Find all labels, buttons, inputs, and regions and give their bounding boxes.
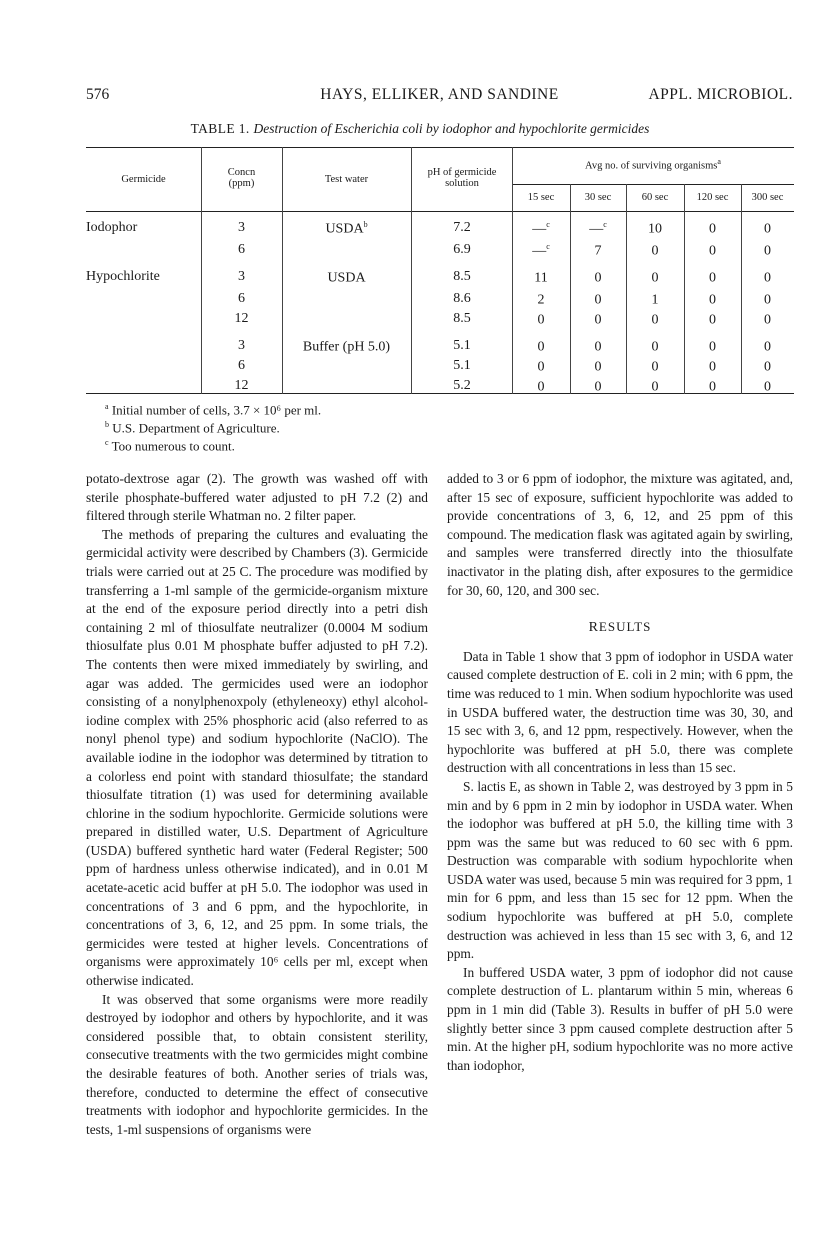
- survivor-count: 0: [651, 243, 659, 259]
- test-water-text: USDA: [325, 221, 364, 237]
- survivor-count: 0: [709, 339, 716, 355]
- survivor-count: 0: [764, 312, 771, 328]
- survivor-count: 1: [651, 292, 659, 308]
- survivor-count-cell: [626, 311, 684, 329]
- survivor-count-cell: [570, 291, 626, 309]
- survivor-count: 0: [709, 312, 716, 328]
- ph-cell: 8.5: [453, 311, 471, 326]
- survivor-count-cell: [684, 378, 741, 396]
- footnote-c-mark: c: [105, 438, 109, 447]
- survivor-count: 0: [651, 270, 659, 286]
- survivor-count: 10: [648, 221, 662, 237]
- survivor-count: 0: [709, 270, 716, 286]
- survivor-count-cell: [626, 220, 684, 238]
- survivor-count: 0: [651, 339, 659, 355]
- col-header-15s: 15 sec: [527, 192, 555, 203]
- survivor-count: 0: [651, 379, 659, 395]
- survivor-count-cell: [684, 338, 741, 356]
- table-top-rule: [86, 147, 794, 148]
- ph-cell: 8.5: [453, 269, 471, 284]
- survivor-count-cell: [626, 378, 684, 396]
- test-water-footnote: b: [363, 220, 368, 229]
- paragraph: The methods of preparing the cultures and evaluating the germicidal activity were described by Chambers (3). Germicide trials were carried out at 25 C. The procedure was modified by transferring a 1-ml sample of the germicide-organism mixture at the end of the exposure period directly into a petri dish containing 2 ml of thiosulfate neutralizer (0.0004 M sodium thiosulfate plus 0.01 M phosphate buffer adjusted to pH 7.2). The contents then were mixed immediately by swirling, and agar was added. The germicides used were an iodophor consisting of a nonylphenoxpoly (ethyleneoxy) ethyl alcohol-iodine complex with 25% phosphoric acid (also referred to as nonyl phenol type) and sodium hypochlorite (NaClO). The available iodine in the iodophor was determined by titration to a colorless end point with standard thiosulfate; the standard thiosulfate titration (1) was used for determining available chlorine in the sodium hypochlorite. Germicide solutions were prepared in distilled water, U.S. Department of Agriculture (USDA) buffered synthetic hard water (Federal Register; 500 ppm of hardness unless otherwise indicated), and in 0.01 M acetate-acetic acid buffer at pH 5.0. The iodophor was used in concentrations of 3 and 6 ppm, and the hypochlorite, in concentrations of 3, 6, 12, and 25 ppm. In some trials, the germicides were tested at higher levels. Concentrations of organisms were approximately 10⁶ cells per ml, except when otherwise indicated.: [86, 526, 428, 989]
- page-number: 576: [86, 86, 110, 103]
- ph-cell: 8.6: [453, 291, 471, 306]
- survivor-count: 7: [594, 243, 602, 259]
- survivor-count-cell: [570, 269, 626, 287]
- col-header-60s: 60 sec: [641, 192, 669, 203]
- paragraph: potato-dextrose agar (2). The growth was washed off with sterile phosphate-buffered water adjusted to pH 7.2 (2) and filtered through sterile Whatman no. 2 filter paper.: [86, 471, 428, 524]
- concn-cell: 6: [238, 242, 245, 257]
- germicide-cell: Iodophor: [86, 220, 138, 235]
- survivor-count: 0: [709, 379, 716, 395]
- survivor-count: 0: [594, 270, 602, 286]
- col-header-ph-line2: solution: [445, 178, 479, 189]
- survivor-count: 0: [764, 339, 771, 355]
- concn-cell: 3: [238, 220, 245, 235]
- group-rule: [512, 184, 794, 185]
- survivor-count-cell: [570, 358, 626, 376]
- journal-name: APPL. MICROBIOL.: [648, 86, 793, 103]
- footnote-a-mark: a: [105, 402, 109, 411]
- survivor-count: 0: [537, 379, 545, 395]
- survivor-count: 0: [764, 270, 771, 286]
- survivor-count-cell: [741, 311, 794, 329]
- ph-cell: 5.2: [453, 378, 471, 393]
- survivor-count-cell: [512, 358, 570, 376]
- table-caption-label: TABLE 1.: [190, 121, 250, 136]
- col-header-300s: 300 sec: [751, 192, 784, 203]
- survivor-count: 11: [534, 270, 548, 286]
- survivor-count-cell: [626, 269, 684, 287]
- survivor-count: 0: [594, 359, 602, 375]
- survivor-count-cell: [741, 291, 794, 309]
- survivor-count-cell: [512, 220, 570, 238]
- left-column: [86, 470, 428, 1139]
- concn-cell: 3: [238, 269, 245, 284]
- col-header-ph: [412, 167, 512, 189]
- survivor-count-cell: [512, 378, 570, 396]
- paragraph: S. lactis E, as shown in Table 2, was destroyed by 3 ppm in 5 min and by 6 ppm in 2 min by iodophor in USDA water. When the iodophor was buffered at pH 5.0, the killing time with 3 ppm was the same but was reduced to 60 sec with 6 ppm. Destruction was comparable with sodium hypochlorite when USDA water was used, because 5 min was required for 3 ppm, 1 min for 6 ppm, and less than 15 sec for 12 ppm. When the sodium hypochlorite was buffered at pH 5.0, complete destruction was achieved in less than 15 sec with 3, 6, and 12 ppm.: [447, 778, 793, 962]
- survivor-count-cell: [741, 242, 794, 260]
- paragraph: In buffered USDA water, 3 ppm of iodophor did not cause complete destruction of L. plantarum within 5 min, whereas 6 ppm in 1 min did (Table 3). Results in buffer of pH 5.0 were slightly better since 3 ppm caused complete destruction after 5 min. At the higher pH, sodium hypochlorite was no more active than iodophor,: [447, 964, 793, 1073]
- col-header-test-water: Test water: [324, 174, 369, 185]
- results-table: [86, 147, 794, 394]
- survivor-count: —: [532, 243, 547, 259]
- survivor-count-cell: [684, 358, 741, 376]
- survivor-count-footnote: c: [546, 220, 550, 229]
- results-heading-rest: ESULTS: [598, 619, 652, 635]
- survivor-count: 0: [537, 339, 545, 355]
- ph-cell: 5.1: [453, 338, 471, 353]
- survivor-count-cell: [512, 242, 570, 260]
- survivor-count-cell: [684, 242, 741, 260]
- ph-cell: 7.2: [453, 220, 471, 235]
- footnote-b: [105, 420, 280, 436]
- survivor-count: 0: [537, 312, 545, 328]
- survivor-count: 0: [594, 339, 602, 355]
- results-heading-initial: R: [588, 620, 599, 636]
- survivor-count: 0: [594, 292, 602, 308]
- survivor-count: 0: [764, 359, 771, 375]
- paragraph: It was observed that some organisms were more readily destroyed by iodophor and others by hypochlorite, and it was considered possible that, to obtain consistent sterility, consecutive treatments with the two germicides might combine the desirable features of both. Another series of trials was, therefore, conducted to determine the effect of consecutive treatments with iodophor and hypochlorite germicides. In the tests, 1-ml suspensions of organisms were: [86, 991, 428, 1137]
- footnote-b-mark: b: [105, 420, 109, 429]
- survivor-count: 0: [594, 379, 602, 395]
- table-caption: [60, 121, 780, 137]
- concn-cell: 12: [234, 378, 249, 393]
- concn-cell: 3: [238, 338, 245, 353]
- concn-cell: 12: [234, 311, 249, 326]
- test-water-cell: [282, 269, 411, 287]
- right-column: [447, 470, 793, 1075]
- paragraph: added to 3 or 6 ppm of iodophor, the mixture was agitated, and, after 15 sec of exposure, sufficient hypochlorite was added to provide concentrations of 3, 6, 12, and 25 ppm of this compound. The medication flask was agitated again by swirling, and samples were transferred directly into the thiosulfate inactivator in the plating dish, after exposures to the germidice for 30, 60, 120, and 300 sec.: [447, 471, 793, 598]
- header-bottom-rule: [86, 211, 794, 212]
- survivor-count-cell: [570, 338, 626, 356]
- ph-cell: 6.9: [453, 242, 471, 257]
- col-header-group-footnote: a: [717, 157, 721, 166]
- survivor-count-cell: [741, 269, 794, 287]
- survivor-count-cell: [684, 311, 741, 329]
- survivor-count-cell: [570, 242, 626, 260]
- survivor-count-cell: [512, 338, 570, 356]
- survivor-count-cell: [684, 269, 741, 287]
- col-header-concn-line1: Concn: [227, 167, 256, 178]
- survivor-count-footnote: c: [546, 242, 550, 251]
- survivor-count: —: [589, 221, 604, 237]
- survivor-count-cell: [570, 220, 626, 238]
- running-authors: HAYS, ELLIKER, AND SANDINE: [320, 86, 559, 103]
- test-water-text: Buffer (pH 5.0): [302, 339, 391, 355]
- survivor-count-cell: [512, 269, 570, 287]
- survivor-count: 0: [709, 243, 716, 259]
- survivor-count-cell: [512, 291, 570, 309]
- survivor-count: 0: [709, 221, 716, 237]
- survivor-count-cell: [512, 311, 570, 329]
- survivor-count-cell: [626, 291, 684, 309]
- survivor-count-cell: [684, 291, 741, 309]
- footnote-c-text: Too numerous to count.: [111, 438, 235, 454]
- col-header-germicide: Germicide: [121, 174, 166, 185]
- test-water-cell: [282, 220, 411, 238]
- survivor-count-cell: [741, 378, 794, 396]
- footnote-c: [105, 438, 235, 454]
- concn-cell: 6: [238, 358, 245, 373]
- footnote-a-text: Initial number of cells, 3.7 × 10⁶ per ml.: [111, 402, 322, 418]
- col-header-concn: [201, 167, 282, 189]
- test-water-cell: [282, 338, 411, 356]
- col-header-ph-line1: pH of germicide: [427, 167, 497, 178]
- page-header: [86, 86, 793, 108]
- survivor-count-cell: [570, 311, 626, 329]
- survivor-count-cell: [570, 378, 626, 396]
- col-header-group: [512, 156, 794, 172]
- survivor-count: 2: [537, 292, 545, 308]
- survivor-count-cell: [741, 220, 794, 238]
- survivor-count: 0: [537, 359, 545, 375]
- survivor-count: 0: [764, 292, 771, 308]
- survivor-count-cell: [626, 242, 684, 260]
- col-header-30s: 30 sec: [584, 192, 612, 203]
- ph-cell: 5.1: [453, 358, 471, 373]
- survivor-count-cell: [626, 358, 684, 376]
- survivor-count: 0: [594, 312, 602, 328]
- paragraph: Data in Table 1 show that 3 ppm of iodophor in USDA water caused complete destruction of E. coli in 2 min; with 6 ppm, the time was reduced to 1 min. When sodium hypochlorite was used in USDA buffered water, the destruction time was 30, 30, and 15 sec with 3, 6, and 12 ppm, respectively. However, when the hypochlorite was buffered at pH 5.0, there was complete destruction with all concentrations in less than 15 sec.: [447, 648, 793, 776]
- survivor-count-cell: [684, 220, 741, 238]
- test-water-text: USDA: [327, 270, 366, 286]
- footnote-b-text: U.S. Department of Agriculture.: [112, 420, 280, 436]
- results-heading: [447, 618, 793, 638]
- concn-cell: 6: [238, 291, 245, 306]
- survivor-count: 0: [764, 243, 771, 259]
- survivor-count: 0: [764, 221, 771, 237]
- survivor-count-footnote: c: [603, 220, 607, 229]
- germicide-cell: Hypochlorite: [86, 269, 160, 284]
- col-header-120s: 120 sec: [696, 192, 729, 203]
- survivor-count-cell: [741, 358, 794, 376]
- survivor-count: 0: [651, 312, 659, 328]
- col-header-concn-line2: (ppm): [228, 178, 255, 189]
- survivor-count: 0: [709, 359, 716, 375]
- survivor-count-cell: [741, 338, 794, 356]
- survivor-count: 0: [709, 292, 716, 308]
- table-caption-title: Destruction of Escherichia coli by iodophor and hypochlorite germicides: [253, 121, 650, 136]
- col-header-group-label: Avg no. of surviving organisms: [585, 160, 718, 172]
- survivor-count: 0: [651, 359, 659, 375]
- survivor-count: —: [532, 221, 547, 237]
- survivor-count: 0: [764, 379, 771, 395]
- survivor-count-cell: [626, 338, 684, 356]
- footnote-a: [105, 402, 321, 418]
